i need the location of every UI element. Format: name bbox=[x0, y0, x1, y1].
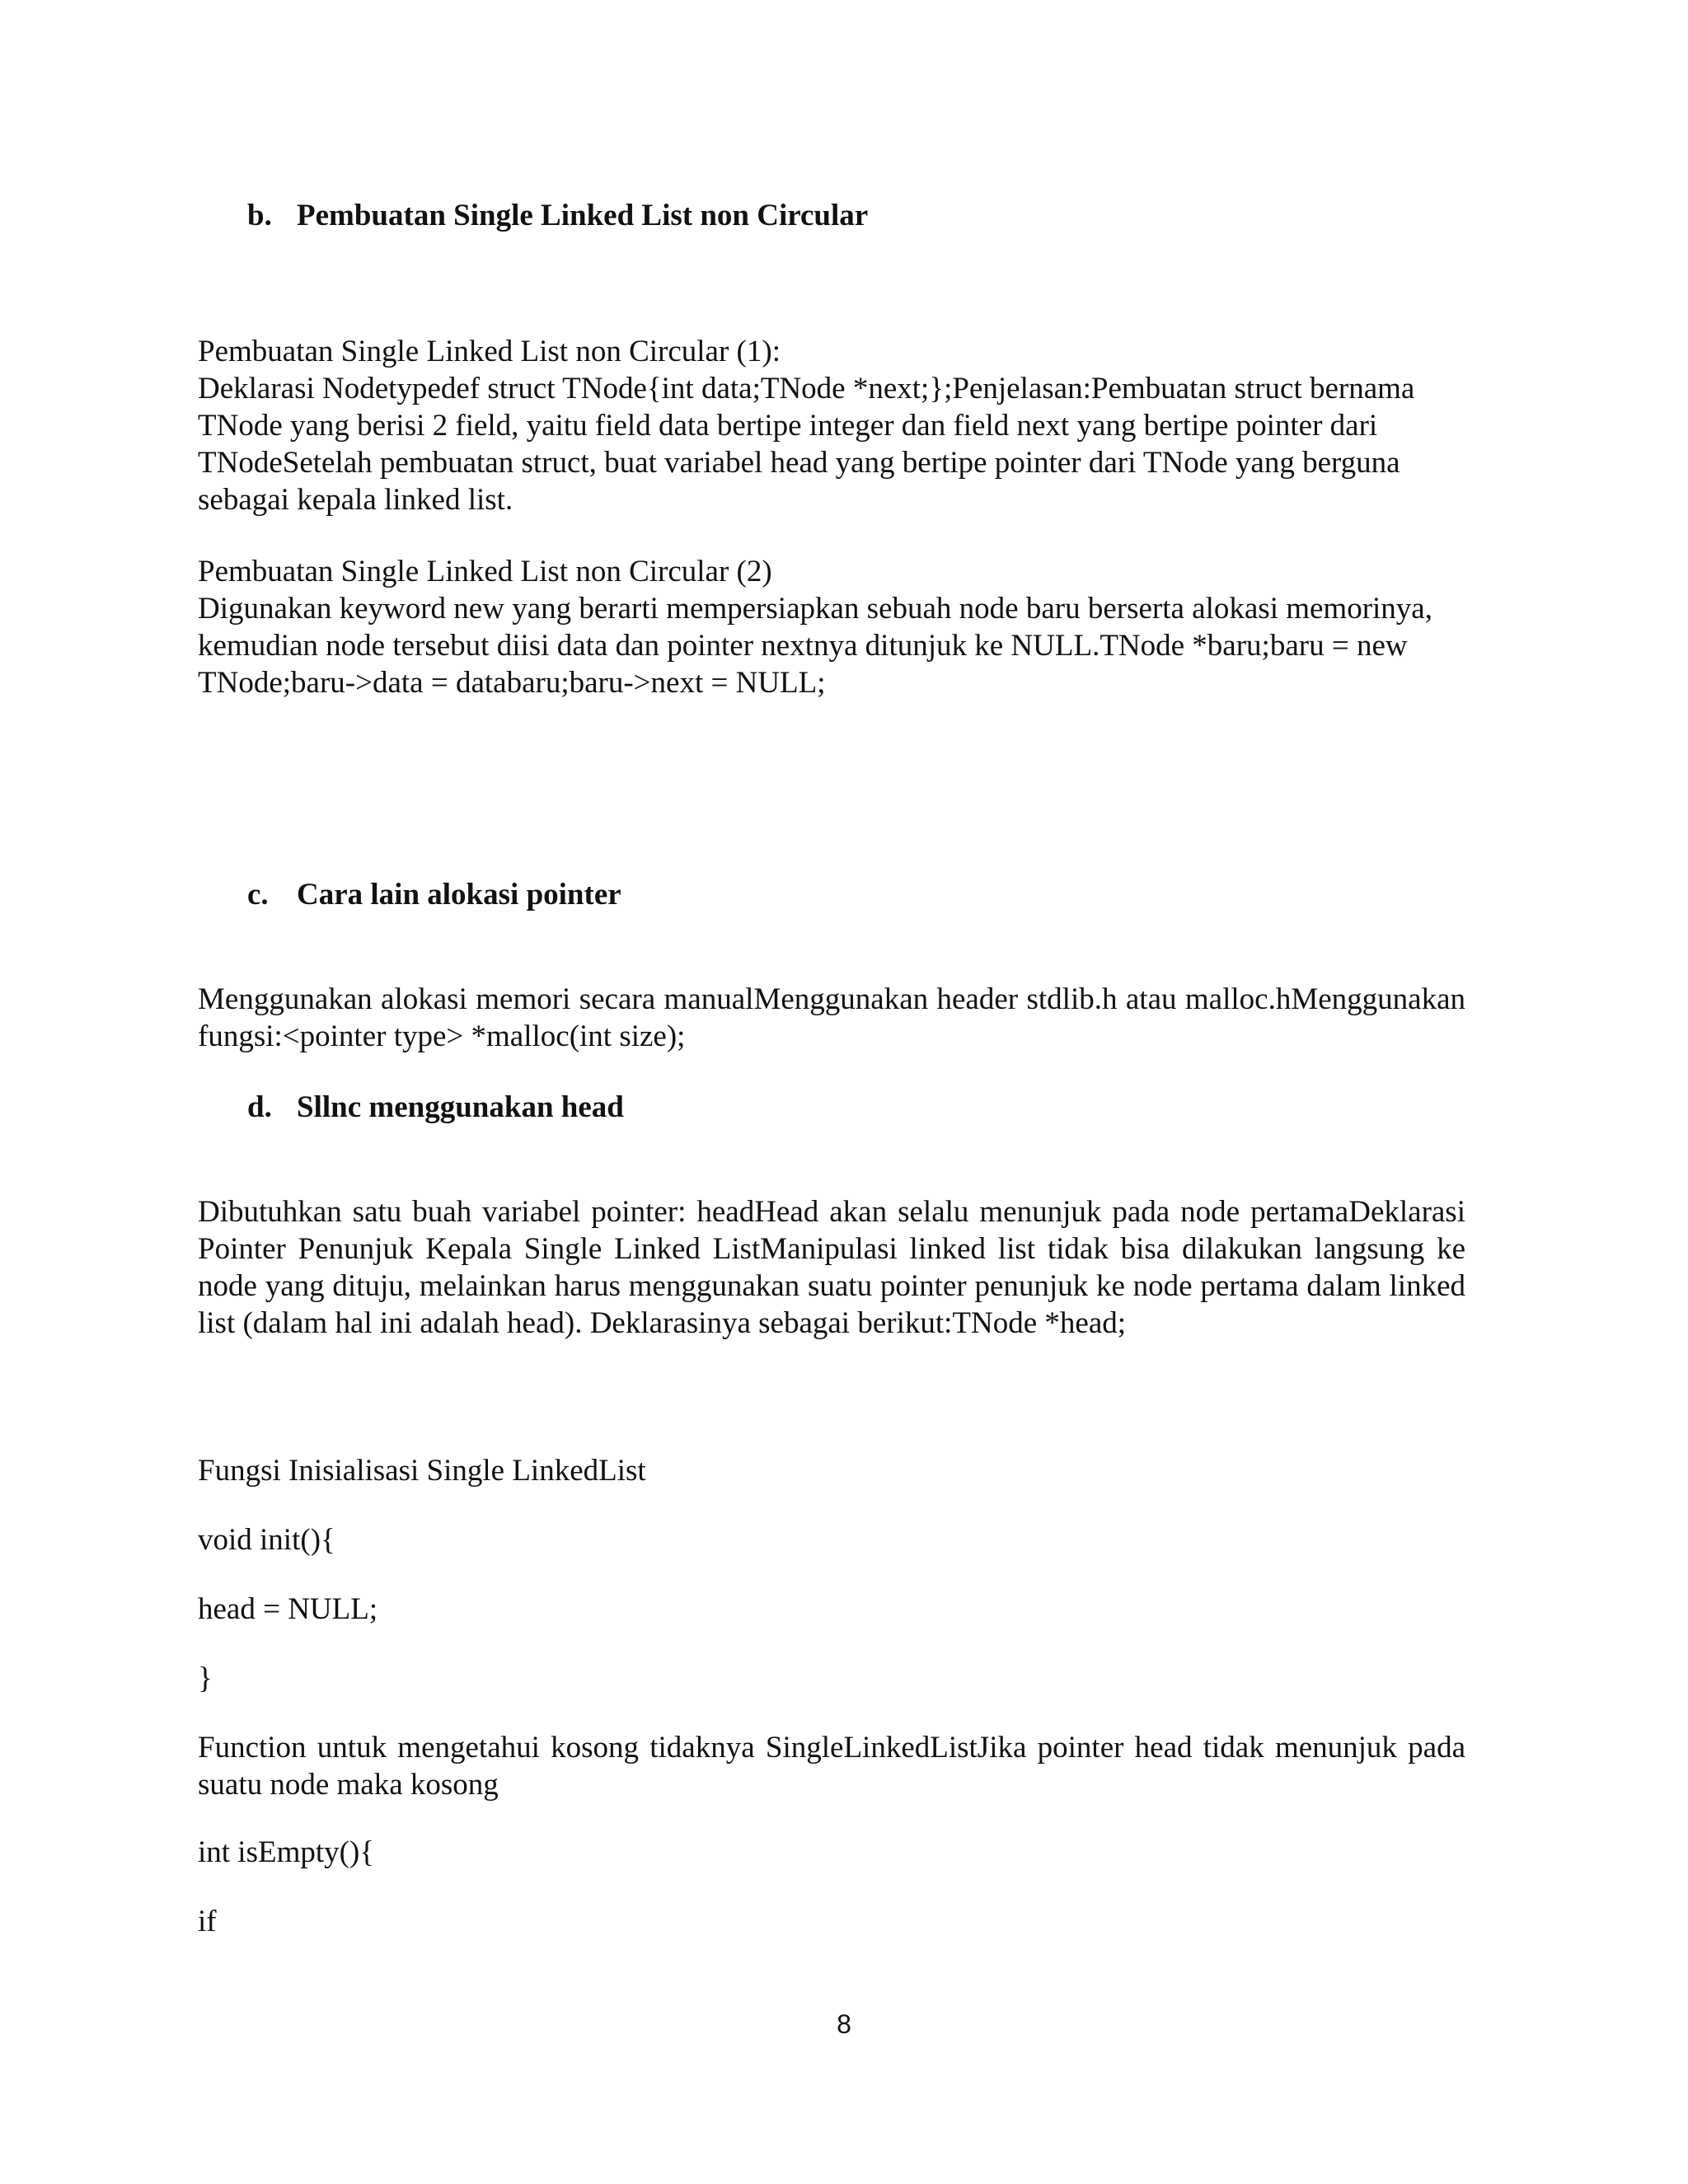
code-line-close-brace: } bbox=[198, 1661, 213, 1695]
section-c-title: Cara lain alokasi pointer bbox=[297, 878, 621, 912]
section-c-letter: c. bbox=[247, 878, 269, 912]
section-b-letter: b. bbox=[247, 199, 272, 232]
paragraph-d-body: Dibutuhkan satu buah variabel pointer: headHead akan selalu menunjuk pada node pertamaDeklarasi Pointer Penunjuk Kepala Single Linked ListManipulasi linked list tidak bisa dilakukan langsung ke node yang dituju, melainkan harus menggunakan suatu pointer penunjuk ke node pertama dalam linked list (dalam hal ini adalah head). Deklarasinya sebagai berikut:TNode *head; bbox=[198, 1195, 1465, 1340]
paragraph-b2-body: Digunakan keyword new yang berarti mempersiapkan sebuah node baru berserta alokasi memorinya, kemudian node tersebut diisi data dan pointer nextnya ditunjuk ke NULL.TNode *baru;baru = new TNode;baru->data = databaru;baru->next = NULL; bbox=[198, 592, 1432, 700]
page-number: 8 bbox=[837, 2009, 851, 2039]
init-function-title: Fungsi Inisialisasi Single LinkedList bbox=[198, 1454, 646, 1488]
section-c-heading bbox=[247, 877, 621, 913]
section-d-letter: d. bbox=[247, 1090, 272, 1124]
section-d-title: Sllnc menggunakan head bbox=[297, 1090, 624, 1124]
paragraph-is-empty-body: Function untuk mengetahui kosong tidaknya SingleLinkedListJika pointer head tidak menunjuk pada suatu node maka kosong bbox=[198, 1731, 1465, 1802]
code-line-init: void init(){ bbox=[198, 1523, 335, 1557]
section-b-heading bbox=[247, 198, 868, 234]
paragraph-b2-title: Pembuatan Single Linked List non Circular (2) bbox=[198, 555, 772, 588]
paragraph-b1-body: Deklarasi Nodetypedef struct TNode{int data;TNode *next;};Penjelasan:Pembuatan struct bernama TNode yang berisi 2 field, yaitu field data bertipe integer dan field next yang bertipe pointer dari TNodeSetelah pembuatan struct, buat variabel head yang bertipe pointer dari TNode yang berguna sebagai kepala linked list. bbox=[198, 372, 1415, 517]
paragraph-b1 bbox=[198, 333, 1465, 518]
section-b-title: Pembuatan Single Linked List non Circular bbox=[297, 199, 869, 232]
section-d-heading bbox=[247, 1090, 624, 1126]
paragraph-is-empty bbox=[198, 1729, 1465, 1803]
paragraph-c bbox=[198, 981, 1465, 1055]
code-line-head-null: head = NULL; bbox=[198, 1592, 378, 1626]
code-line-is-empty: int isEmpty(){ bbox=[198, 1835, 375, 1869]
code-line-if: if bbox=[198, 1905, 217, 1938]
paragraph-d bbox=[198, 1193, 1465, 1342]
paragraph-b1-title: Pembuatan Single Linked List non Circular (1): bbox=[198, 335, 781, 368]
paragraph-c-body: Menggunakan alokasi memori secara manualMenggunakan header stdlib.h atau malloc.hMenggunakan fungsi:<pointer type> *malloc(int size); bbox=[198, 982, 1465, 1053]
paragraph-b2 bbox=[198, 553, 1465, 701]
